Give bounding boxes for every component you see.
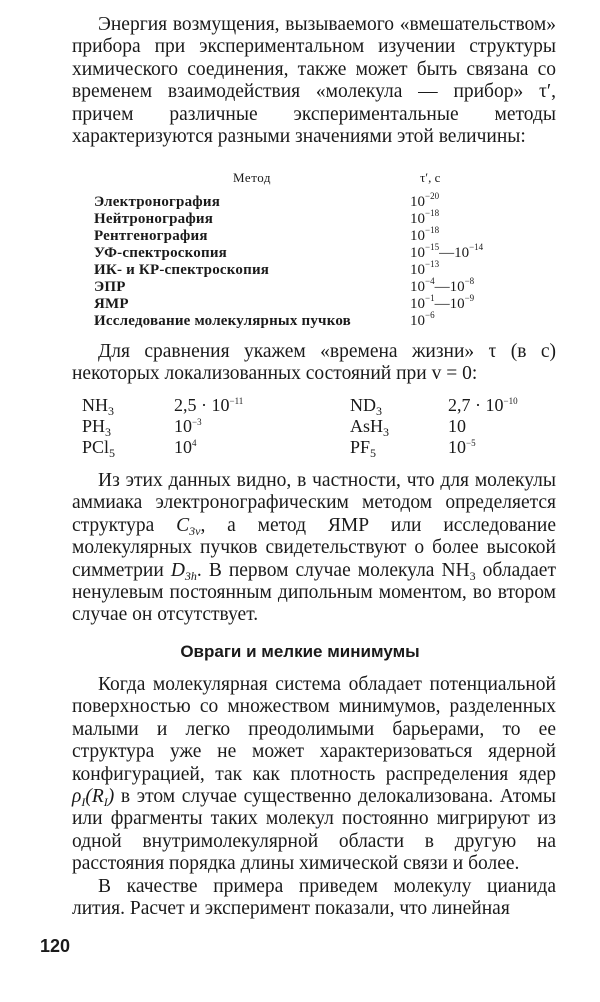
lifetime-exponent: −10 <box>503 396 518 406</box>
formula-left <box>82 437 174 458</box>
symbol-argument-close: ) <box>107 786 115 808</box>
text-run: . В первом случае молекула NH <box>196 559 470 581</box>
formula-subscript: 3 <box>108 404 114 418</box>
symbol-c3v-base: C <box>176 514 190 536</box>
method-name: Электронография <box>94 194 221 210</box>
formula-right <box>350 395 448 416</box>
formula: PH <box>82 416 106 436</box>
method-row <box>94 293 554 313</box>
formula: NH <box>82 395 108 415</box>
page-number: 120 <box>40 936 71 956</box>
symbol-rho-base: ρ <box>72 786 82 808</box>
symbol-rho <box>72 786 115 810</box>
nh3-subscript: 3 <box>469 568 476 583</box>
tau-base-upper: —10 <box>434 296 465 312</box>
formula-subscript: 3 <box>383 425 390 439</box>
tau-exponent-upper: −9 <box>464 293 475 303</box>
formula-left <box>82 416 174 437</box>
header-method: Метод <box>233 170 271 185</box>
method-row <box>94 276 554 296</box>
symbol-d3h-base: D <box>170 559 185 581</box>
tau-exponent-upper: −8 <box>464 276 475 286</box>
method-row <box>94 259 554 279</box>
tau-base: 10 <box>410 228 425 244</box>
method-tau <box>410 293 475 313</box>
lifetime-exponent: −5 <box>466 438 476 448</box>
tau-base: 10 <box>410 211 425 227</box>
lifetime-exponent: −3 <box>192 417 202 427</box>
lifetime-value: 2,5 · 10 <box>174 395 230 415</box>
tau-base: 10 <box>410 245 425 261</box>
lifetime-value: 10 <box>174 416 192 436</box>
formula: AsH <box>350 416 384 436</box>
method-row <box>94 208 554 228</box>
formula-right <box>350 416 448 437</box>
tau-base: 10 <box>410 313 425 329</box>
method-name: УФ-спектроскопия <box>94 245 227 261</box>
tau-exponent: −6 <box>425 310 435 320</box>
lifetime-row <box>82 437 562 458</box>
method-row <box>94 310 554 330</box>
tau-base: 10 <box>410 296 425 312</box>
symbol-c3v-subscript: 3v <box>189 523 201 538</box>
tau-exponent-upper: −14 <box>469 242 484 252</box>
tau-base-upper: —10 <box>439 245 470 261</box>
formula-subscript: 5 <box>370 446 377 460</box>
formula-subscript: 3 <box>105 425 112 439</box>
tau-base: 10 <box>410 262 425 278</box>
lifetime-value: 2,7 · 10 <box>448 395 504 415</box>
lifetime-exponent: 4 <box>192 438 197 448</box>
paragraph-lifetimes-intro: Для сравнения укажем «времена жизни» τ (в с) некоторых локализованных состояний при v = 0: <box>72 341 556 385</box>
tau-exponent: −18 <box>425 225 440 235</box>
method-name: Рентгенография <box>94 228 208 244</box>
method-row <box>94 225 554 245</box>
methods-table-header <box>94 170 554 186</box>
symbol-d3h-subscript: 3h <box>184 568 197 583</box>
tau-base: 10 <box>410 279 425 295</box>
symbol-rho-argument: (R <box>85 786 104 808</box>
paragraph-lithium-cyanide: В качестве примера приведем молекулу цианида лития. Расчет и эксперимент показали, что линейная <box>72 876 556 920</box>
method-row <box>94 191 554 211</box>
method-tau <box>410 310 435 330</box>
lifetime-left <box>174 437 350 458</box>
formula: PCl <box>82 437 110 457</box>
text-run: Из этих данных видно, в частности, что для молекулы аммиака электронографическим методом определяется структура <box>72 470 556 536</box>
tau-exponent: −20 <box>425 191 440 201</box>
lifetime-value: 10 <box>448 437 466 457</box>
lifetime-row <box>82 395 562 416</box>
formula-subscript: 3 <box>376 404 382 418</box>
text-run: Когда молекулярная система обладает потенциальной поверхностью со множеством минимумов, разделенных малыми и легко преодолимыми барьерами, то ее структура уже не может характеризоваться ядерной конфигурацией, так как плотность распределения ядер <box>72 674 556 785</box>
header-tau: τ′, с <box>420 170 441 185</box>
text-run: обладает ненулевым постоянным дипольным моментом, во втором случае он отсутствует. <box>72 559 556 626</box>
method-name: ЯМР <box>94 296 129 312</box>
paragraph-ravines <box>72 674 556 876</box>
formula: ND <box>350 395 376 415</box>
method-name: Исследование молекулярных пучков <box>94 313 351 329</box>
tau-exponent: −18 <box>425 208 440 218</box>
formula-right <box>350 437 448 458</box>
method-name: Нейтронография <box>94 211 214 227</box>
tau-exponent: −1 <box>425 293 435 303</box>
tau-base-upper: —10 <box>434 279 465 295</box>
lifetime-value: 10 <box>448 416 466 436</box>
formula: PF <box>350 437 371 457</box>
symbol-argument-subscript: I <box>103 795 108 810</box>
lifetime-right <box>448 416 466 437</box>
tau-exponent: −15 <box>425 242 440 252</box>
symbol-c3v <box>176 515 200 536</box>
lifetimes-table <box>82 395 562 458</box>
methods-table <box>94 170 554 330</box>
text-run: , а метод ЯМР или исследование молекулярных пучков свидетельствуют о более высокой симметрии <box>72 514 556 581</box>
method-name: ЭПР <box>94 279 126 295</box>
lifetime-row <box>82 416 562 437</box>
lifetime-left <box>174 416 350 437</box>
formula-subscript: 5 <box>109 446 116 460</box>
lifetime-right <box>448 395 518 416</box>
method-tau <box>410 242 484 262</box>
tau-exponent: −13 <box>425 259 440 269</box>
symbol-d3h <box>171 560 197 581</box>
lifetime-value: 10 <box>174 437 192 457</box>
text-run: в этом случае существенно делокализована. Атомы или фрагменты таких молекул постоянно мигрируют из одной внутримолекулярной области в другую на расстояния порядка длины химической связи и более. <box>72 786 556 875</box>
method-row <box>94 242 554 262</box>
section-heading: Овраги и мелкие минимумы <box>180 642 420 661</box>
lifetime-left <box>174 395 350 416</box>
tau-base: 10 <box>410 194 425 210</box>
lifetime-exponent: −11 <box>229 396 244 406</box>
method-name: ИК- и КР-спектроскопия <box>94 262 270 278</box>
paragraph-perturbation-energy: Энергия возмущения, вызываемого «вмешательством» прибора при экспериментальном изучении структуры химического соединения, также может быть связана со временем взаимодействия «молекула — прибор» τ′, причем различные экспериментальные методы характеризуются разными значениями этой величины: <box>72 14 556 148</box>
paragraph-ammonia-symmetry <box>72 470 556 627</box>
formula-left <box>82 395 174 416</box>
lifetime-right <box>448 437 476 458</box>
tau-exponent: −4 <box>425 276 435 286</box>
symbol-rho-subscript: I <box>81 795 86 810</box>
